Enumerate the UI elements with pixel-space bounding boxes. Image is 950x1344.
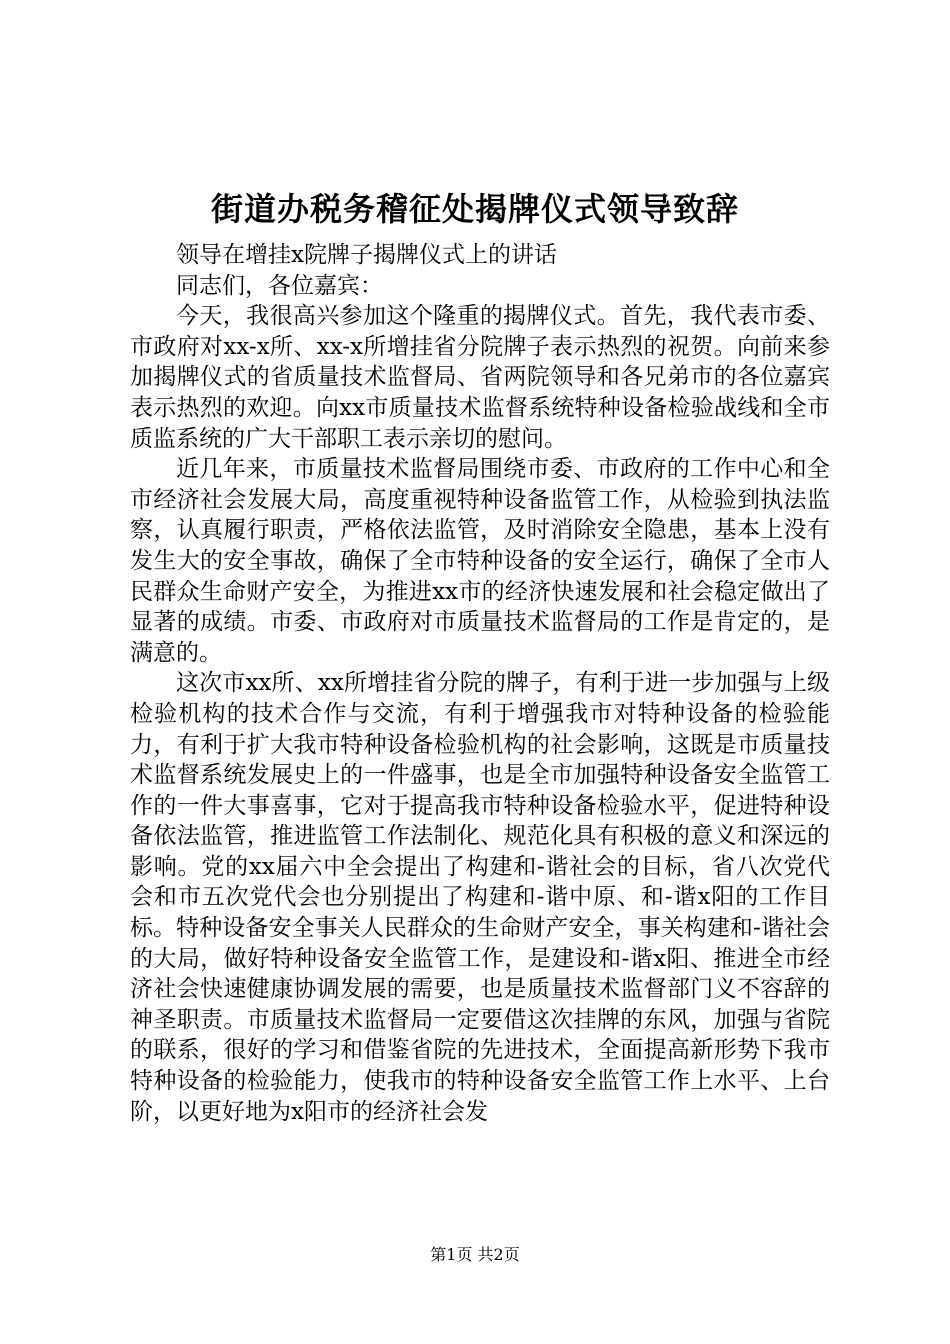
document-body <box>130 240 830 1127</box>
page-footer: 第1页 共2页 <box>430 1245 520 1264</box>
speech-subtitle: 领导在增挂x院牌子揭牌仪式上的讲话 <box>176 242 557 268</box>
body-paragraph-3: 这次市xx所、xx所增挂省分院的牌子，有利于进一步加强与上级检验机构的技术合作与交流，有利于增强我市对特种设备的检验能力，有利于扩大我市特种设备检验机构的社会影响，这既是市质量技术监督系统发展史上的一件盛事，也是全市加强特种设备安全监管工作的一件大事喜事，它对于提高我市特种设备检验水平，促进特种设备依法监管，推进监管工作法制化、规范化具有积极的意义和深远的影响。党的xx届六中全会提出了构建和-谐社会的目标，省八次党代会和市五次党代会也分别提出了构建和-谐中原、和-谐x阳的工作目标。特种设备安全事关人民群众的生命财产安全，事关构建和-谐社会的大局，做好特种设备安全监管工作，是建设和-谐x阳、推进全市经济社会快速健康协调发展的需要，也是质量技术监督部门义不容辞的神圣职责。市质量技术监督局一定要借这次挂牌的东风，加强与省院的联系，很好的学习和借鉴省院的先进技术，全面提高新形势下我市特种设备的检验能力，使我市的特种设备安全监管工作上水平、上台阶，以更好地为x阳市的经济社会发 <box>130 670 830 1125</box>
body-paragraph-2: 近几年来，市质量技术监督局围绕市委、市政府的工作中心和全市经济社会发展大局，高度重视特种设备监管工作，从检验到执法监察，认真履行职责，严格依法监管，及时消除安全隐患，基本上没有发生大的安全事故，确保了全市特种设备的安全运行，确保了全市人民群众生命财产安全，为推进xx市的经济快速发展和社会稳定做出了显著的成绩。市委、市政府对市质量技术监督局的工作是肯定的，是满意的。 <box>130 456 830 666</box>
document-title: 街道办税务稽征处揭牌仪式领导致辞 <box>210 190 739 228</box>
body-paragraph-1: 今天，我很高兴参加这个隆重的揭牌仪式。首先，我代表市委、市政府对xx-x所、xx-x所增挂省分院牌子表示热烈的祝贺。向前来参加揭牌仪式的省质量技术监督局、省两院领导和各兄弟市的各位嘉宾表示热烈的欢迎。向xx市质量技术监督系统特种设备检验战线和全市质监系统的广大干部职工表示亲切的慰问。 <box>130 303 830 452</box>
salutation: 同志们，各位嘉宾： <box>176 272 383 299</box>
